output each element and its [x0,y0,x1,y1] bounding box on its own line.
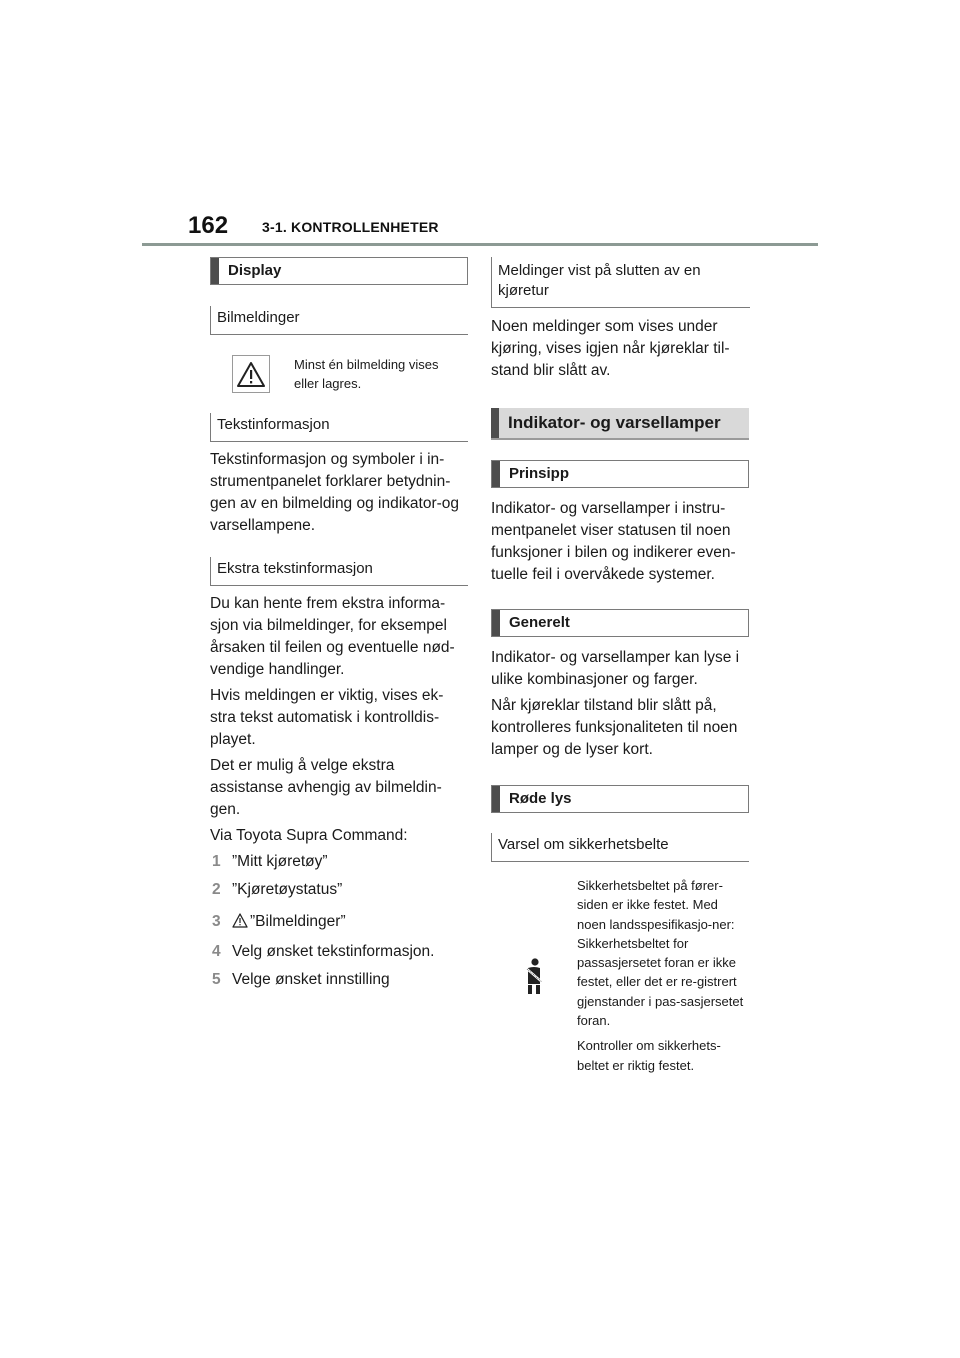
header-divider [142,243,818,246]
belte-paragraph-1: Sikkerhetsbeltet på fører-siden er ikke festet. Med noen landsspesifikasjo-ner: Sikkerhetsbeltet for passasjersetet foran er ikke festet, eller det er re-gistrert gjenstander i pas-sasjersetet foran. [577,878,744,1029]
step-number: 3 [212,913,221,930]
step-number: 5 [212,971,221,988]
step-item [210,879,468,901]
prinsipp-heading [491,460,749,488]
step-text: ”Mitt kjøretøy” [232,853,328,870]
step-text: Velg ønsket tekstinformasjon. [232,943,435,960]
step-text: Velge ønsket innstilling [232,971,390,988]
bilmeldinger-heading: Bilmeldinger [210,306,468,335]
belte-paragraph-2: Kontroller om sikkerhets-beltet er riktig festet. [577,1038,721,1073]
chapter-title: 3-1. KONTROLLENHETER [262,219,439,235]
tekstinfo-heading: Tekstinformasjon [210,413,468,442]
display-heading-label: Display [228,262,282,279]
page-number: 162 [188,212,229,239]
ekstra-paragraph-4: Via Toyota Supra Command: [210,827,408,844]
rode-lys-heading-label: Røde lys [509,790,572,807]
step-number: 1 [212,853,221,870]
indikator-heading-label: Indikator- og varsellamper [508,413,721,432]
meldinger-heading: Meldinger vist på slutten av en kjøretur [491,257,750,308]
seatbelt-icon [491,876,577,999]
step-item [210,941,468,963]
step-text: ”Kjøretøystatus” [232,881,343,898]
tekstinfo-body: Tekstinformasjon og symboler i in-strumentpanelet forklarer betydnin-gen av en bilmelding og indikator-og varsellampene. [210,451,460,534]
bilmelding-note-text: Minst én bilmelding vises eller lagres. [294,357,439,391]
generelt-paragraph-2: Når kjøreklar tilstand blir slått på, kontrolleres funksjonaliteten til noen lamper og de lyser kort. [491,697,738,758]
step-item [210,851,468,873]
step-item [210,969,468,991]
left-column [210,257,468,991]
generelt-heading [491,609,749,637]
step-number: 2 [212,881,221,898]
belte-note [491,876,749,1075]
right-column [491,257,749,1075]
bilmelding-note [210,355,468,393]
ekstra-paragraph-2: Hvis meldingen er viktig, vises ek-stra tekst automatisk i kontrolldis-playet. [210,687,444,748]
prinsipp-heading-label: Prinsipp [509,465,570,482]
generelt-paragraph-1: Indikator- og varsellamper kan lyse i ulike kombinasjoner og farger. [491,649,740,688]
belte-note-text [577,876,747,1075]
belte-heading: Varsel om sikkerhetsbelte [491,833,749,862]
step-text: ”Bilmeldinger” [250,913,346,930]
ekstra-paragraph-3: Det er mulig å velge ekstra assistanse avhengig av bilmeldin-gen. [210,757,442,818]
ekstra-paragraph-1: Du kan hente frem ekstra informa-sjon via bilmeldinger, for eksempel årsaken til feilen og eventuelle nød-vendige handlinger. [210,595,455,678]
indikator-heading [491,408,749,440]
step-item [210,911,468,935]
warning-triangle-small-icon [232,911,250,935]
warning-triangle-icon [232,355,270,393]
prinsipp-body: Indikator- og varsellamper i instru-mentpanelet viser statusen til noen funksjoner i bilen og indikerer even-tuelle feil i overvåkede systemer. [491,500,736,583]
meldinger-body: Noen meldinger som vises under kjøring, vises igjen når kjøreklar til-stand blir slått av. [491,318,730,379]
rode-lys-heading [491,785,749,813]
ekstra-heading: Ekstra tekstinformasjon [210,557,468,586]
generelt-heading-label: Generelt [509,614,570,631]
display-heading [210,257,468,285]
step-number: 4 [212,943,221,960]
